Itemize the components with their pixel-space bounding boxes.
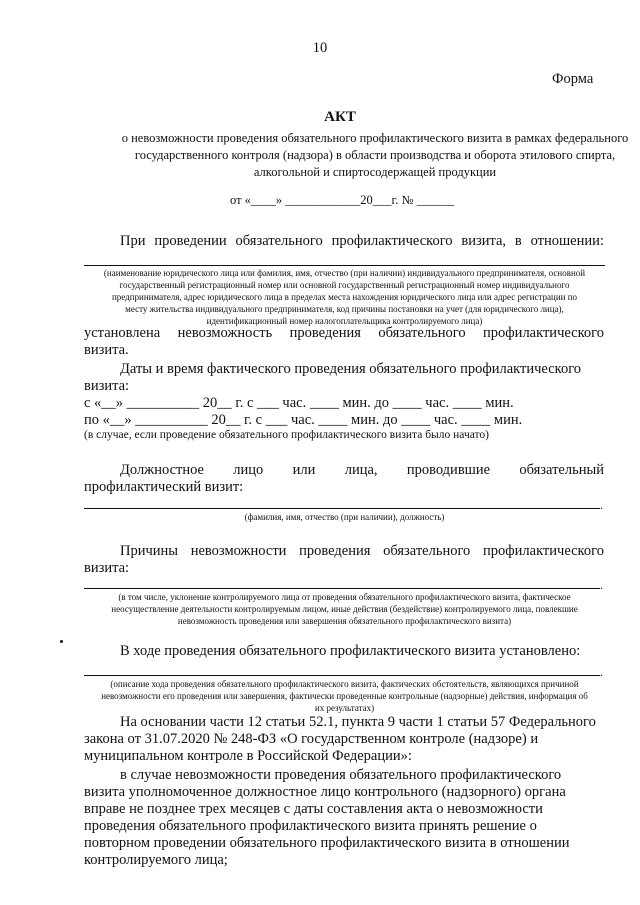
form-label: Форма (552, 71, 594, 87)
established-end: визита. (84, 342, 129, 358)
page-number: 10 (312, 40, 328, 56)
act-title: АКТ (324, 109, 356, 125)
basis-line: муниципальном контроле в Российской Федерации»: (84, 748, 412, 764)
word: профилактического (483, 325, 604, 341)
fill-line[interactable] (84, 588, 600, 589)
fill-line[interactable] (84, 508, 600, 509)
caption-reasons (84, 591, 605, 627)
word: профилактического (331, 233, 453, 249)
word: установлена (84, 325, 161, 341)
final-line: вправе не позднее трех месяцев с даты составления акта о невозможности (84, 801, 543, 817)
word: проведении (154, 233, 227, 249)
word: лица, (344, 462, 378, 478)
subtitle-line: государственного контроля (надзора) в области производства и оборота этилового спирта, (134, 148, 616, 162)
subtitle-line: алкогольной и спиртосодержащей продукции (253, 165, 497, 179)
final-line: проведения обязательного профилактического визита принять решение о (84, 818, 537, 834)
word: проведения (289, 325, 361, 341)
date-number-line: от «____» ____________20___г. № ______ (230, 193, 455, 207)
word: Причины (120, 543, 179, 559)
word: профилактического (482, 543, 604, 559)
caption-line: месту жительства индивидуального предпринимателя, код причины постановки на учет (для юридического лица), (125, 304, 564, 314)
fill-line[interactable] (84, 265, 605, 266)
word: в (514, 233, 522, 249)
act-subtitle (70, 130, 640, 181)
final-line: визита уполномоченное должностное лицо контрольного (надзорного) органа (84, 784, 566, 800)
basis-line: закона от 31.07.2020 № 248-ФЗ «О государственном контроле (надзоре) и (84, 731, 539, 747)
final-line: в случае невозможности проведения обязательного профилактического (120, 767, 562, 783)
caption-entity (84, 267, 605, 327)
caption-line: предпринимателя, адрес юридического лица в пределах места нахождения юридического лица или адрес регистрации по (111, 292, 578, 302)
from-line: с «__» __________ 20__ г. с ___ час. ____ мин. до ____ час. ____ мин. (84, 395, 514, 411)
word: невозможности (190, 543, 287, 559)
word: или (292, 462, 316, 478)
word: обязательного (383, 543, 471, 559)
caption-official: (фамилия, имя, отчество (при наличии), должность) (244, 512, 445, 522)
official-line (120, 462, 604, 479)
caption-during (84, 678, 605, 714)
dot: . (600, 665, 603, 679)
dot: . (600, 578, 603, 592)
caption-line: идентификационный номер налогоплательщика контролируемого лица) (206, 316, 483, 326)
caption-line: государственный регистрационный номер или основной государственный регистрационный номер индивидуального (119, 280, 570, 290)
caption-line: невозможности его проведения или завершения, фактически проведенные контрольные (надзорные) действия, информация об (101, 691, 588, 701)
word: лицо (233, 462, 264, 478)
dot: . (600, 498, 603, 512)
basis-paragraph (84, 714, 604, 765)
word: обязательного (378, 325, 466, 341)
intro-line (120, 233, 604, 250)
word: обязательного (235, 233, 323, 249)
during-line: В ходе проведения обязательного профилактического визита установлено: (120, 643, 581, 659)
dates-title-end: визита: (84, 378, 130, 394)
dates-title: Даты и время фактического проведения обязательного профилактического (120, 361, 582, 377)
word: проводившие (406, 462, 491, 478)
caption-line: неосуществление деятельности контролируемым лицом, иные действия (бездействие) контролируемого лица, повлекшие (111, 604, 578, 614)
fill-line[interactable] (84, 675, 600, 676)
reasons-end: визита: (84, 560, 130, 576)
caption-line: (в том числе, уклонение контролируемого лица от проведения обязательного профилактического визита, фактическое (118, 592, 571, 602)
caption-line: (наименование юридического лица или фамилия, имя, отчество (при наличии) индивидуального предпринимателя, основной (103, 268, 586, 278)
final-line: контролируемого лица; (84, 852, 228, 868)
word: При (120, 233, 146, 249)
word: невозможность (177, 325, 273, 341)
final-line: повторном проведении обязательного профилактического визита в отношении (84, 835, 570, 851)
established-line (84, 325, 604, 342)
official-end: профилактический визит: (84, 479, 244, 495)
basis-line: На основании части 12 статьи 52.1, пункта 9 части 1 статьи 57 Федерального (120, 714, 596, 730)
subtitle-line: о невозможности проведения обязательного профилактического визита в рамках федерального (121, 131, 629, 145)
word: визита, (461, 233, 507, 249)
caption-line: (описание хода проведения обязательного профилактического визита, фактических обстоятельств, являющихся причиной (110, 679, 579, 689)
final-paragraph (84, 767, 604, 869)
dates-note: (в случае, если проведение обязательного профилактического визита было начато) (84, 429, 489, 441)
stray-mark (60, 640, 63, 643)
caption-line: их результатах) (314, 703, 375, 713)
reasons-line (120, 543, 604, 560)
word: отношении: (530, 233, 604, 249)
caption-line: невозможность проведения или завершения обязательного профилактического визита) (177, 616, 512, 626)
word: проведения (299, 543, 371, 559)
word: Должностное (120, 462, 204, 478)
to-line: по «__» __________ 20__ г. с ___ час. ____ мин. до ____ час. ____ мин. (84, 412, 523, 428)
word: обязательный (519, 462, 604, 478)
